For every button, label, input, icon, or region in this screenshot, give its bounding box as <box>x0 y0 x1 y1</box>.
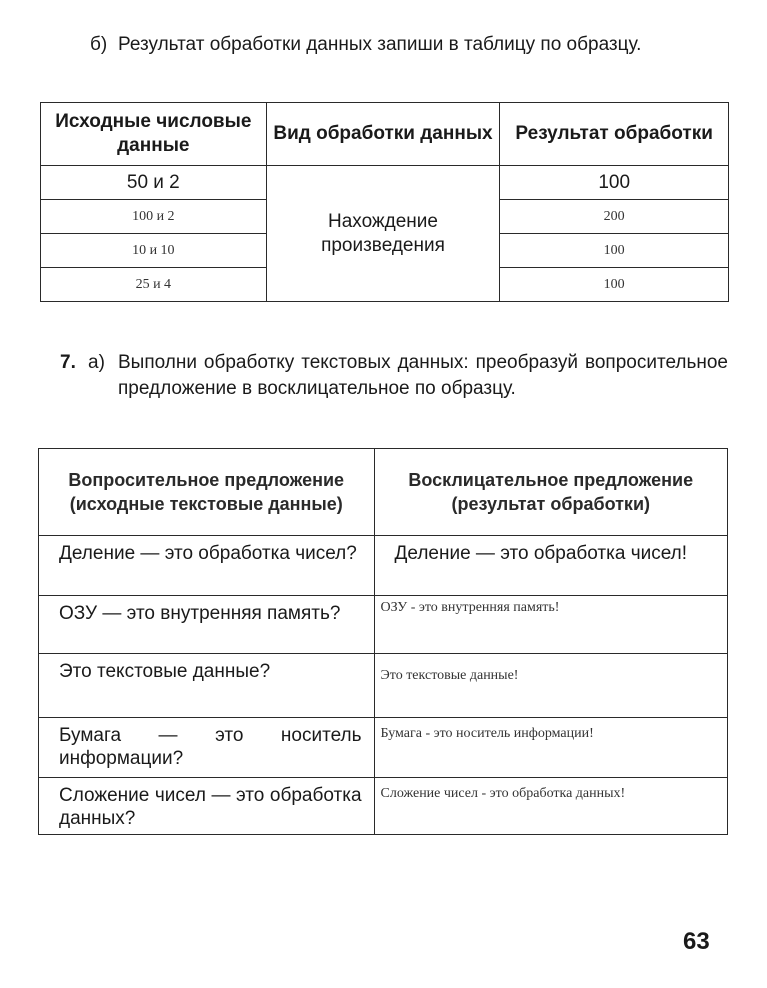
task-7 <box>60 350 728 402</box>
page-number: 63 <box>683 928 710 955</box>
header-exclamation: Восклицательное предложение (результат обработки) <box>374 449 727 536</box>
question-cell: Сложение чисел — это обработка данных? <box>39 778 375 835</box>
sentence-conversion-table <box>38 448 728 835</box>
answer-cell: Бумага - это носитель информации! <box>374 718 727 778</box>
result-cell: 100 <box>500 166 729 200</box>
table-row <box>39 596 728 654</box>
table-row <box>39 778 728 835</box>
task-b-marker: б) <box>90 34 108 55</box>
answer-cell: Деление — это обработка чисел! <box>374 536 727 596</box>
input-cell: 10 и 10 <box>41 234 267 268</box>
header-input-data: Исходные числовые данные <box>41 103 267 166</box>
processing-type-cell: Нахождение произведения <box>266 166 500 302</box>
table-header-row <box>41 103 729 166</box>
input-cell: 100 и 2 <box>41 200 267 234</box>
question-cell: Бумага — это носитель информации? <box>39 718 375 778</box>
task-b <box>90 32 730 58</box>
number-processing-table <box>40 102 729 302</box>
table-row <box>39 718 728 778</box>
task-7-marker: а) <box>88 352 105 373</box>
header-question: Вопросительное предложение (исходные текстовые данные) <box>39 449 375 536</box>
result-cell: 200 <box>500 200 729 234</box>
answer-cell: Это текстовые данные! <box>374 654 727 718</box>
answer-cell: Сложение чисел - это обработка данных! <box>374 778 727 835</box>
table-header-row <box>39 449 728 536</box>
result-cell: 100 <box>500 268 729 302</box>
table-row <box>41 166 729 200</box>
header-result: Результат обработки <box>500 103 729 166</box>
table-row <box>39 654 728 718</box>
table-row <box>39 536 728 596</box>
question-cell: Деление — это обработка чисел? <box>39 536 375 596</box>
question-cell: Это текстовые данные? <box>39 654 375 718</box>
task-7-number: 7. <box>60 352 76 373</box>
result-cell: 100 <box>500 234 729 268</box>
question-cell: ОЗУ — это внутренняя память? <box>39 596 375 654</box>
task-b-text: Результат обработки данных запиши в таблицу по образцу. <box>118 34 642 55</box>
answer-cell: ОЗУ - это внутренняя память! <box>374 596 727 654</box>
input-cell: 25 и 4 <box>41 268 267 302</box>
task-7-text: Выполни обработку текстовых данных: преобразуй вопросительное предложение в восклицательное по образцу. <box>118 352 728 399</box>
input-cell: 50 и 2 <box>41 166 267 200</box>
header-processing-type: Вид обработки данных <box>266 103 500 166</box>
